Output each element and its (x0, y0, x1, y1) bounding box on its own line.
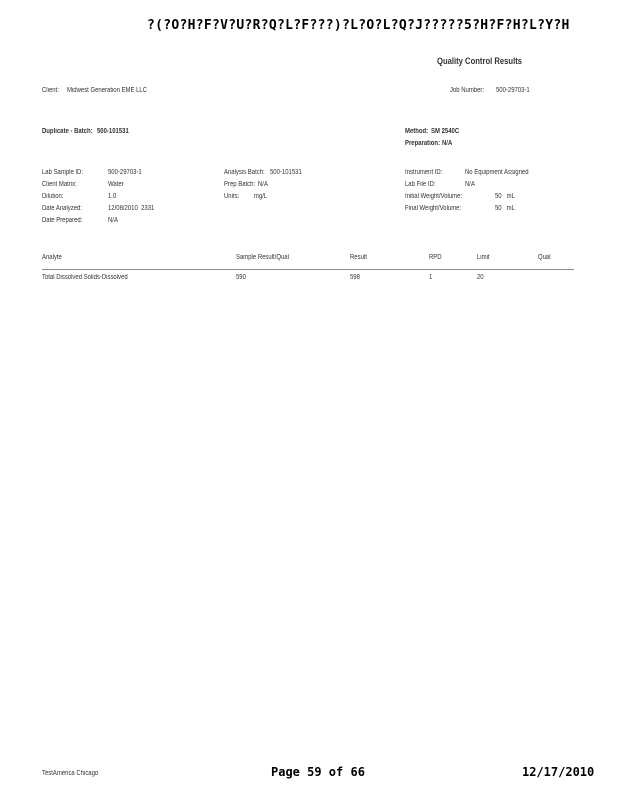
job-number-label: Job Number: (450, 87, 485, 94)
prep-batch-value: N/A (258, 181, 268, 188)
lab-sample-id-value: 500-29703-1 (108, 169, 142, 176)
table-header-limit: Limit (477, 254, 490, 261)
units-value: mg/L (254, 193, 268, 200)
client-matrix-value: Water (108, 181, 124, 188)
method-value: SM 2540C (431, 128, 460, 135)
section-title: Quality Control Results (437, 56, 523, 66)
client-value: Midwest Generation EME LLC (67, 87, 148, 94)
date-prepared-value: N/A (108, 217, 118, 224)
lab-file-id-value: N/A (465, 181, 475, 188)
date-prepared-label: Date Prepared: (42, 217, 83, 224)
client-label: Client: (42, 87, 59, 94)
client-matrix-label: Client Matrix: (42, 181, 77, 188)
units-label: Units: (224, 193, 240, 200)
cell-analyte: Total Dissolved Solids-Dissolved (42, 274, 128, 281)
cell-rpd: 1 (429, 274, 433, 281)
cell-limit: 20 (477, 274, 484, 281)
analysis-batch-label: Analysis Batch: (224, 169, 265, 176)
table-header-divider (42, 269, 574, 270)
method-label: Method: (405, 128, 429, 135)
prep-batch-label: Prep Batch: (224, 181, 256, 188)
preparation-value: N/A (442, 140, 453, 147)
batch-heading: Duplicate - Batch: (42, 128, 93, 135)
lab-sample-id-label: Lab Sample ID: (42, 169, 84, 176)
initial-volume-value: 50 mL (495, 193, 515, 200)
date-analyzed-value: 12/08/2010 2331 (108, 205, 155, 212)
cell-sample-result: 590 (236, 274, 246, 281)
batch-value: 500-101531 (97, 128, 129, 135)
date-analyzed-label: Date Analyzed: (42, 205, 83, 212)
table-header-analyte: Analyte (42, 254, 62, 261)
table-header-rpd: RPD (429, 254, 442, 261)
initial-volume-label: Initial Weight/Volume: (405, 193, 463, 200)
dilution-value: 1.0 (108, 193, 117, 200)
instrument-id-value: No Equipment Assigned (465, 169, 529, 176)
cell-result: 598 (350, 274, 360, 281)
job-number-value: 500-29703-1 (496, 87, 530, 94)
footer-date: 12/17/2010 (522, 765, 595, 779)
dilution-label: Dilution: (42, 193, 64, 200)
table-header-result: Result (350, 254, 367, 261)
preparation-label: Preparation: (405, 140, 441, 147)
footer-page-number: Page 59 of 66 (271, 765, 365, 779)
lab-file-id-label: Lab File ID: (405, 181, 436, 188)
final-volume-value: 50 mL (495, 205, 515, 212)
garbled-header-title: ?(?O?H?F?V?U?R?Q?L?F???)?L?O?L?Q?J?????5?H?F?H?L?Y?H (147, 18, 570, 33)
analysis-batch-value: 500-101531 (270, 169, 302, 176)
table-header-sample-result: Sample Result/Qual (236, 254, 289, 261)
footer-lab-name: TestAmerica Chicago (42, 770, 99, 777)
final-volume-label: Final Weight/Volume: (405, 205, 462, 212)
table-header-qual: Qual (538, 254, 551, 261)
instrument-id-label: Instrument ID: (405, 169, 443, 176)
